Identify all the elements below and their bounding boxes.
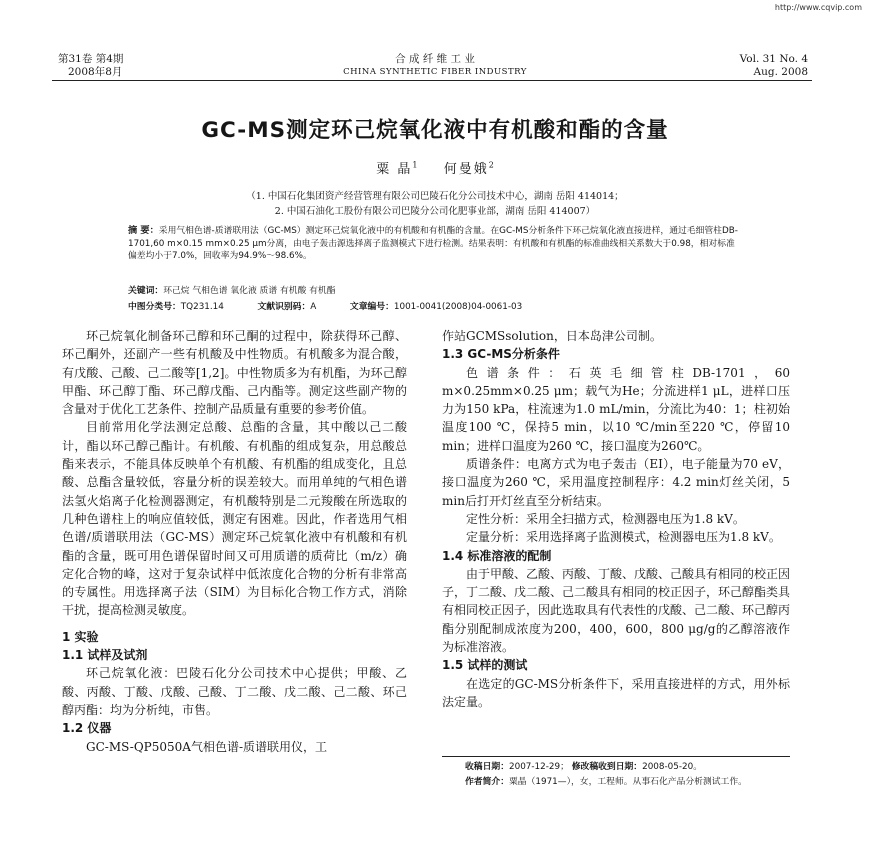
section-1-1-heading: 1.1 试样及试剂 bbox=[62, 648, 148, 663]
chromatography-conditions: 色谱条件：石英毛细管柱DB-1701，60 m×0.25mm×0.25 μm；载气为He；分流进样1 μL，进样口压力为150 kPa，柱流速为1.0 mL/min，分流比为40：1；柱初始温度100 ℃，保持5 min，以10 ℃/min至220 ℃，停留10 min；进样口温度为260 ℃，接口温度为260℃。 bbox=[442, 365, 790, 453]
qualitative-analysis: 定性分析：采用全扫描方式，检测器电压为1.8 kV。 bbox=[466, 511, 745, 526]
clc-value: TQ231.14 bbox=[180, 302, 224, 312]
section-1-2-continued: 作站GCMSsolution，日本岛津公司制。 bbox=[442, 329, 662, 343]
affiliation-2: 2. 中国石油化工股份有限公司巴陵分公司化肥事业部，湖南 岳阳 414007） bbox=[274, 206, 596, 217]
abstract-text: 采用气相色谱-质谱联用法（GC-MS）测定环己烷氧化液中的有机酸和有机酯的含量。在GC-MS分析条件下环己烷氧化液直接进样，通过毛细管柱DB-1701,60 m×0.15 mm×0.25 μm分离，由电子轰击源选择离子监测模式下进行检测。结果表明：有机酸和有机酯的标准曲线相关系数大于0.98，相对标准偏差均小于7.0%，回收率为94.9%～98.6%。 bbox=[128, 226, 738, 262]
section-1-3-heading: 1.3 GC-MS分析条件 bbox=[442, 347, 560, 362]
paper-title: GC-MS测定环己烷氧化液中有机酸和酯的含量 bbox=[201, 118, 669, 143]
classification-line bbox=[128, 301, 743, 313]
abstract-label: 摘 要： bbox=[128, 225, 159, 236]
volume-issue: 第31卷 第4期 bbox=[58, 53, 124, 65]
journal-name-en: CHINA SYNTHETIC FIBER INDUSTRY bbox=[343, 67, 527, 77]
footnote-author-bio bbox=[465, 775, 795, 789]
revised-label: 修改稿收到日期： bbox=[571, 762, 643, 772]
author-line bbox=[0, 158, 870, 177]
standard-solution-text: 由于甲酸、乙酸、丙酸、丁酸、戊酸、己酸具有相同的校正因子，丁二酸、戊二酸、己二酸具有相同的校正因子，环己醇酯类具有相同校正因子，因此选取具有代表性的戊酸、己二酸、环己醇丙酯分别配制成浓度为200，400，600，800 μg/g的乙醇溶液作为标准溶液。 bbox=[442, 566, 791, 655]
section-1-2-heading: 1.2 仪器 bbox=[62, 721, 112, 736]
received-label: 收稿日期： bbox=[465, 762, 509, 772]
clc-label: 中图分类号： bbox=[128, 302, 181, 312]
left-column bbox=[62, 327, 407, 756]
footnote-dates bbox=[465, 760, 795, 774]
affiliation-1: （1. 中国石化集团资产经营管理有限公司巴陵石化分公司技术中心，湖南 岳阳 414014； bbox=[246, 191, 624, 202]
author-1-affiliation: 1 bbox=[412, 160, 418, 170]
doc-code-label: 文献识别码： bbox=[257, 302, 311, 312]
section-1-5-heading: 1.5 试样的测试 bbox=[442, 658, 528, 673]
bio-label: 作者简介： bbox=[465, 777, 509, 787]
article-number-label: 文章编号： bbox=[349, 302, 394, 312]
keywords-label: 关键词： bbox=[128, 286, 164, 296]
journal-name-cn: 合 成 纤 维 工 业 bbox=[395, 53, 475, 65]
header-divider bbox=[52, 80, 812, 81]
received-date: 2007-12-29； bbox=[509, 762, 569, 772]
bio-text: 粟晶（1971—），女，工程师。从事石化产品分析测试工作。 bbox=[509, 777, 747, 787]
doc-code-value: A bbox=[310, 302, 317, 312]
abstract bbox=[128, 225, 743, 263]
section-1-1-text: 环己烷氧化液：巴陵石化分公司技术中心提供；甲酸、乙酸、丙酸、丁酸、戊酸、己酸、丁二酸、戊二酸、己二酸、环己醇丙酯：均为分析纯，市售。 bbox=[62, 666, 407, 717]
section-1-4-heading: 1.4 标准溶液的配制 bbox=[442, 548, 552, 563]
intro-paragraph-1: 环己烷氧化制备环己醇和环己酮的过程中，除获得环己醇、环己酮外，还副产一些有机酸及中性物质。有机酸多为混合酸，有戊酸、己酸、己二酸等[1,2]。中性物质多为有机酯，为环己醇甲酯、环己醇丁酯、环己醇戊酯、己内酯等。测定这些副产物的含量对于优化工艺条件、控制产品质量有重要的参考价值。 bbox=[62, 329, 407, 417]
author-2: 何曼娥 bbox=[443, 162, 489, 177]
right-column bbox=[442, 327, 790, 711]
volume-issue-en: Vol. 31 No. 4 bbox=[739, 53, 808, 65]
intro-paragraph-2: 目前常用化学法测定总酸、总酯的含量，其中酸以己二酸计，酯以环己醇己酯计。有机酸、有机酯的组成复杂，用总酸总酯来表示，不能具体反映单个有机酸、有机酯的组成变化，且总酸、总酯含量较低，容量分析的误差较大。而用单纯的气相色谱法氢火焰离子化检测器测定，有机酸特别是二元羧酸在所选取的几种色谱柱上的响应值较低，测定有困难。因此，作者选用气相色谱/质谱联用法（GC-MS）测定环己烷氧化液中有机酸和有机酯的含量，既可用色谱保留时间又可用质谱的质荷比（m/z）确定化合物的峰，这对于复杂试样中低浓度化合物的分析有非常高的专属性。用选择离子法（SIM）为目标化合物工作方式，消除干扰，提高检测灵敏度。 bbox=[62, 420, 407, 618]
section-1-2-text: GC-MS-QP5050A气相色谱-质谱联用仪，工 bbox=[86, 739, 327, 754]
section-1-heading: 1 实验 bbox=[62, 629, 99, 644]
author-2-affiliation: 2 bbox=[488, 160, 494, 170]
publish-date-en: Aug. 2008 bbox=[753, 66, 808, 78]
quantitative-analysis: 定量分析：采用选择离子监测模式，检测器电压为1.8 kV。 bbox=[466, 530, 781, 545]
footnote-divider bbox=[442, 756, 790, 757]
journal-volume-en bbox=[740, 53, 808, 79]
keywords-text: 环己烷 气相色谱 氧化液 质谱 有机酸 有机酯 bbox=[163, 286, 336, 296]
publish-date: 2008年8月 bbox=[68, 66, 123, 78]
author-1: 粟 晶 bbox=[376, 162, 413, 177]
sample-test-text: 在选定的GC-MS分析条件下，采用直接进样的方式，用外标法定量。 bbox=[442, 676, 790, 709]
revised-date: 2008-05-20。 bbox=[642, 762, 703, 772]
article-number-value: 1001-0041(2008)04-0061-03 bbox=[393, 302, 523, 312]
keywords bbox=[128, 285, 743, 297]
watermark-url: http://www.cqvip.com bbox=[774, 3, 862, 12]
mass-spec-conditions: 质谱条件：电离方式为电子轰击（EI），电子能量为70 eV，接口温度为260 ℃，采用温度控制程序：4.2 min灯丝关闭，5 min后打开灯丝直至分析结束。 bbox=[442, 457, 790, 508]
